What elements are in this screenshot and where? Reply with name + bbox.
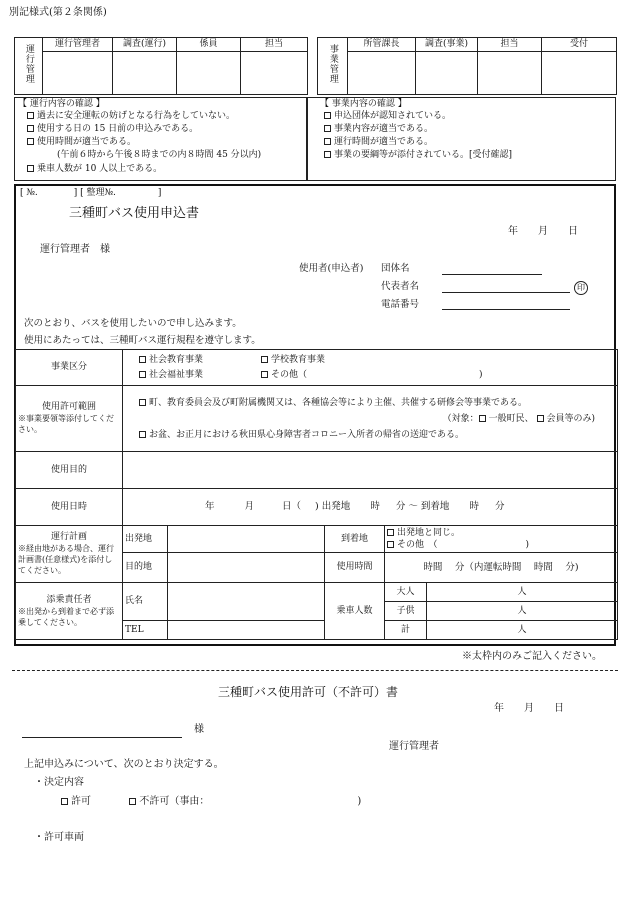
stamp-cell[interactable] bbox=[241, 51, 308, 94]
checkbox[interactable] bbox=[261, 356, 268, 363]
decision-options: 許可 不許可（事由： ) bbox=[61, 796, 361, 808]
approval-col-header: 所管課長 bbox=[348, 38, 416, 52]
application-text: 次のとおり、バスを使用したいので申し込みます。 bbox=[24, 318, 242, 329]
stamp-cell[interactable] bbox=[113, 51, 177, 94]
checkbox[interactable] bbox=[537, 415, 544, 422]
decision-label: ・決定内容 bbox=[34, 777, 84, 788]
permit-addressee-field[interactable] bbox=[22, 737, 182, 738]
checkbox[interactable] bbox=[324, 151, 331, 158]
stamp-cell[interactable] bbox=[43, 51, 113, 94]
approval-col-header: 担当 bbox=[478, 38, 542, 52]
checkbox[interactable] bbox=[27, 112, 34, 119]
datetime-field[interactable]: 年 月 日（ ) 出発地 時 分 ～ 到着地 時 分 bbox=[123, 489, 618, 526]
check-item: 使用時間が適当である。 bbox=[37, 137, 137, 147]
responsible-note: ※出発から到着まで必ず添乗してください。 bbox=[18, 606, 114, 627]
stamp-cell[interactable] bbox=[478, 51, 542, 94]
scope-note: ※事業要領等添付してください。 bbox=[18, 414, 114, 434]
app-number-label: [ №. bbox=[20, 188, 38, 198]
checkbox[interactable] bbox=[139, 431, 146, 438]
checkbox[interactable] bbox=[129, 798, 136, 805]
checkbox[interactable] bbox=[387, 541, 394, 548]
approval-col-header: 係員 bbox=[177, 38, 241, 52]
compliance-text: 使用にあたっては、三種町バス運行規程を遵守します。 bbox=[24, 335, 261, 346]
stamp-cell[interactable] bbox=[542, 51, 617, 94]
stamp-cell[interactable] bbox=[177, 51, 241, 94]
application-table bbox=[15, 349, 618, 640]
checkbox[interactable] bbox=[387, 529, 394, 536]
approval-col-header: 運行管理者 bbox=[43, 38, 113, 52]
permit-date: 年 月 日 bbox=[494, 703, 564, 714]
passenger-kind: 子供 bbox=[385, 602, 427, 621]
passenger-count[interactable]: 人 bbox=[427, 621, 618, 640]
check-title: 【 運行内容の確認 】 bbox=[18, 99, 105, 109]
checkbox[interactable] bbox=[27, 138, 34, 145]
permit-manager: 運行管理者 bbox=[389, 741, 439, 752]
check-item: 使用する日の 15 日前の申込みである。 bbox=[37, 124, 199, 134]
checkbox[interactable] bbox=[324, 112, 331, 119]
stamp-cell[interactable] bbox=[348, 51, 416, 94]
check-item-note: (午前６時から午後８時までの内８時間 45 分以内) bbox=[57, 150, 262, 160]
check-item: 申込団体が認知されている。 bbox=[334, 111, 452, 121]
check-item: 事業内容が適当である。 bbox=[334, 124, 434, 134]
approval-table-left bbox=[14, 37, 308, 95]
destination-label: 目的地 bbox=[123, 553, 168, 583]
applicant-label: 使用者(申込者) bbox=[299, 263, 364, 274]
biz-category-options: 社会教育事業 学校教育事業 社会福祉事業 その他（ ) bbox=[123, 350, 618, 386]
permit-intro: 上記申込みについて、次のとおり決定する。 bbox=[24, 759, 224, 770]
check-item: 過去に安全運転の妨げとなる行為をしていない。 bbox=[37, 111, 236, 121]
checkbox[interactable] bbox=[61, 798, 68, 805]
check-item: 事業の要綱等が添付されている。[受付確認] bbox=[334, 150, 513, 160]
deny-option: 不許可（事由： bbox=[139, 796, 210, 807]
passenger-kind: 大人 bbox=[385, 583, 427, 602]
purpose-field[interactable] bbox=[123, 452, 618, 489]
fill-note: ※太枠内のみご記入ください。 bbox=[462, 651, 602, 662]
group-name-label: 団体名 bbox=[381, 263, 410, 274]
checkbox[interactable] bbox=[324, 125, 331, 132]
app-date: 年 月 日 bbox=[508, 226, 578, 237]
approval-table-right bbox=[317, 37, 617, 95]
checkbox[interactable] bbox=[27, 165, 34, 172]
biz-category-label: 事業区分 bbox=[16, 350, 123, 386]
phone-field[interactable] bbox=[442, 309, 570, 310]
checkbox[interactable] bbox=[479, 415, 486, 422]
tel-label: TEL bbox=[123, 621, 168, 640]
responsible-label: 添乗責任者 bbox=[46, 594, 92, 605]
operation-check-box bbox=[14, 97, 307, 181]
rep-name-label: 代表者名 bbox=[381, 281, 420, 292]
checkbox[interactable] bbox=[139, 356, 146, 363]
form-label: 別記様式(第２条関係) bbox=[9, 7, 107, 18]
approval-side-label: 事業管理 bbox=[318, 38, 348, 95]
permit-sama: 様 bbox=[194, 724, 204, 735]
name-field[interactable] bbox=[168, 583, 325, 621]
vehicle-label: ・許可車両 bbox=[34, 832, 84, 843]
seiri-number-label: [ 整理№. bbox=[80, 188, 116, 198]
usetime-field[interactable]: 時間 分（内運転時間 時間 分) bbox=[385, 553, 618, 583]
passenger-count[interactable]: 人 bbox=[427, 602, 618, 621]
permit-title: 三種町バス使用許可（不許可）書 bbox=[218, 685, 399, 699]
plan-note: ※経由地がある場合、運行計画書(任意様式)を添付してください。 bbox=[18, 544, 114, 575]
passenger-kind: 計 bbox=[385, 621, 427, 640]
name-label: 氏名 bbox=[123, 583, 168, 621]
depart-label: 出発地 bbox=[123, 526, 168, 553]
approval-col-header: 受付 bbox=[542, 38, 617, 52]
scope-options: 町、教育委員会及び町附属機関又は、各種協会等により主催、共催する研修会等事業である。 （対象： 一般町民、 会員等のみ) お盆、お正月における秋田県心身障害者コロニー入所者の帰省の送迎である。 bbox=[123, 386, 618, 452]
allow-option: 許可 bbox=[71, 796, 91, 807]
check-item: 乗車人数が 10 人以上である。 bbox=[37, 164, 163, 174]
passenger-count[interactable]: 人 bbox=[427, 583, 618, 602]
checkbox[interactable] bbox=[27, 125, 34, 132]
business-check-box bbox=[307, 97, 616, 181]
scope-label: 使用許可範囲 bbox=[41, 402, 96, 412]
checkbox[interactable] bbox=[261, 371, 268, 378]
cut-line bbox=[12, 670, 618, 671]
datetime-label: 使用日時 bbox=[16, 489, 123, 526]
passengers-label: 乗車人数 bbox=[325, 583, 385, 640]
group-name-field[interactable] bbox=[442, 274, 542, 275]
checkbox[interactable] bbox=[139, 371, 146, 378]
seal-mark: 印 bbox=[574, 281, 588, 295]
arrive-options: 出発地と同じ。 その他 （ ) bbox=[385, 526, 618, 553]
destination-field[interactable] bbox=[168, 553, 325, 583]
purpose-label: 使用目的 bbox=[16, 452, 123, 489]
addressee-sama: 様 bbox=[100, 244, 110, 255]
plan-label: 運行計画 bbox=[50, 532, 87, 542]
tel-field[interactable] bbox=[168, 621, 325, 640]
checkbox[interactable] bbox=[139, 399, 146, 406]
arrive-label: 到着地 bbox=[325, 526, 385, 553]
rep-name-field[interactable] bbox=[442, 292, 570, 293]
depart-field[interactable] bbox=[168, 526, 325, 553]
approval-side-label: 運行管理 bbox=[15, 38, 43, 95]
check-item: 運行時間が適当である。 bbox=[334, 137, 434, 147]
approval-col-header: 担当 bbox=[241, 38, 308, 52]
check-title: 【 事業内容の確認 】 bbox=[320, 99, 407, 109]
checkbox[interactable] bbox=[324, 138, 331, 145]
app-title: 三種町バス使用申込書 bbox=[69, 206, 200, 221]
addressee: 運行管理者 bbox=[40, 244, 90, 255]
approval-col-header: 調査(運行) bbox=[113, 38, 177, 52]
usetime-label: 使用時間 bbox=[325, 553, 385, 583]
approval-col-header: 調査(事業) bbox=[416, 38, 478, 52]
phone-label: 電話番号 bbox=[381, 299, 420, 310]
application-frame: [ №. ] [ 整理№. ] 三種町バス使用申込書 年 月 日 運行管理者 様 使用者(申込者) 団体名 代表者名 印 電話番号 次のとおり、バスを使用したいので申し込みます。 使用にあたっては、三種町バス運行規程を遵守します。 事業区分 社会教育事業 学校教育事業 社会福祉事業 その他（ ) 使用許可範囲 ※事業要領等添付してください。 町、教育委員会及び町附属機関又は、各種協会等により主催、共催する研修会等事業である。 （対象： 一般町民、 会員等のみ) お盆、お正月における秋田県心身障害者コロニー入所者の帰省の送迎である。 使用目的 使用日時 年 月 日（ ) 出発地 時 分 ～ 到着地 時 分 運行計画 ※経由地がある場合、運行計画書(任意様式)を添付してください。 出発地 到着地 出発地と同じ。 その他 （ ) 目的地 使用時間 時間 分（内運転時間 時間 分) 添乗責任者 ※出発から到着まで必ず添乗してください。 氏名 乗車人数 大人 人 子供 人 TEL 計 人 bbox=[14, 184, 616, 646]
stamp-cell[interactable] bbox=[416, 51, 478, 94]
